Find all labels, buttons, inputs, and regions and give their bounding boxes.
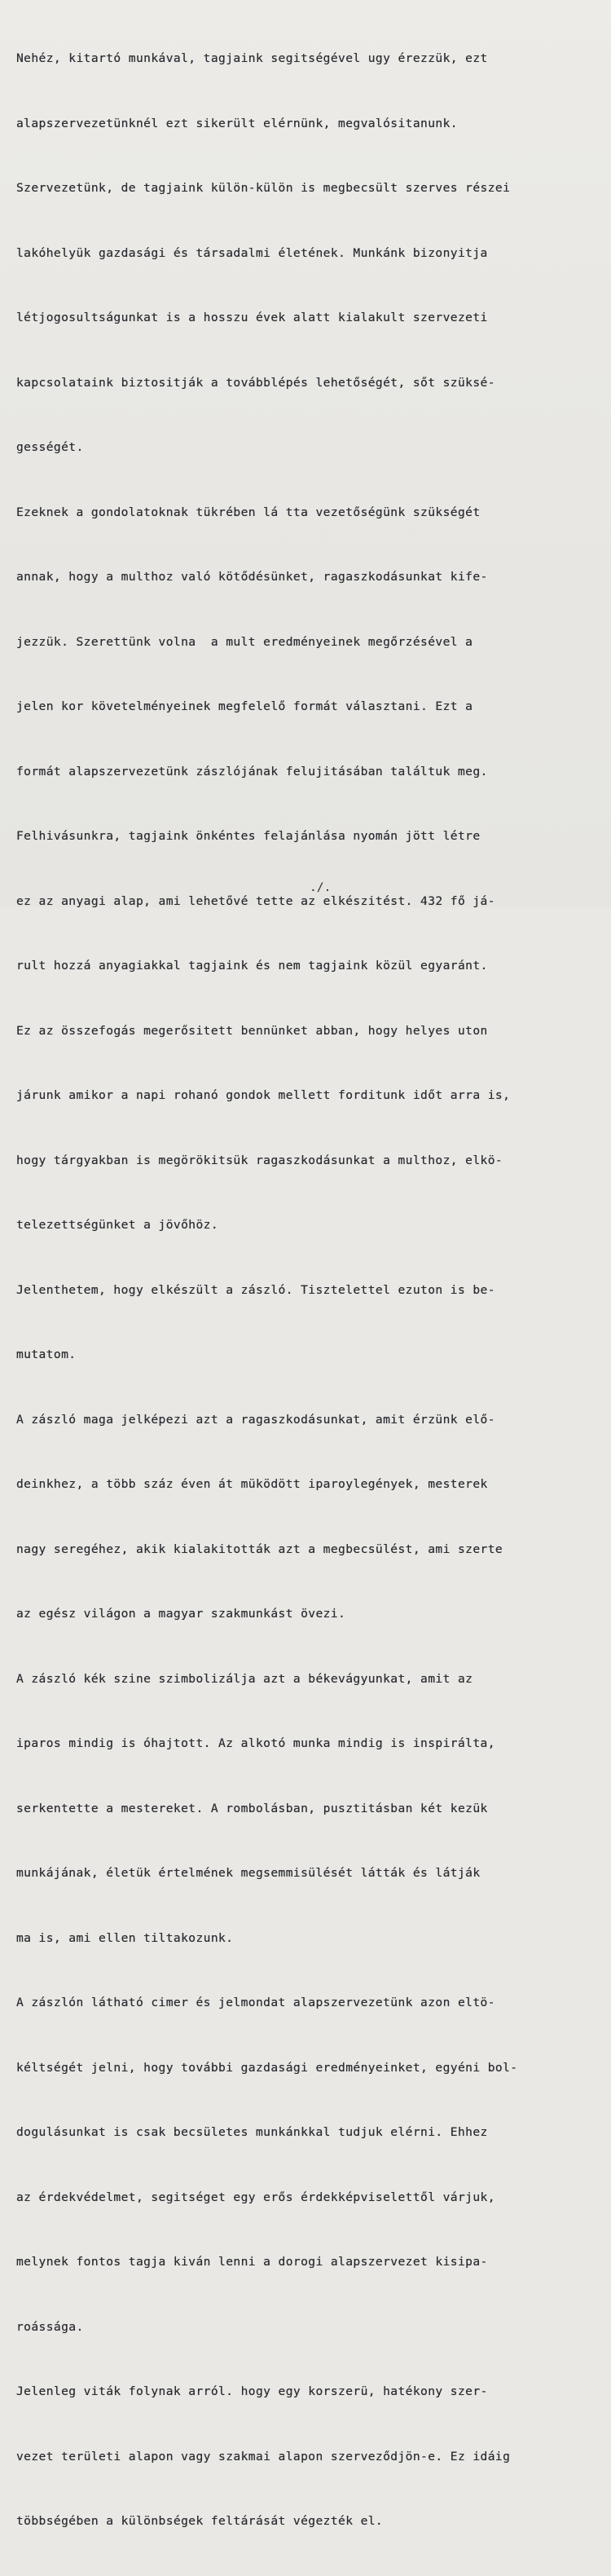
text-line-13: Felhivásunkra, tagjaink önkéntes felajánlása nyomán jött létre <box>16 829 481 843</box>
page-continuation-marker: ./. <box>310 880 332 894</box>
text-line-11: jelen kor követelményeinek megfelelő formát választani. Ezt a <box>16 699 473 713</box>
text-line-21: mutatom. <box>16 1348 77 1361</box>
text-line-15: rult hozzá anyagiakkal tagjaink és nem tagjaink közül egyaránt. <box>16 959 488 973</box>
text-line-39: többségében a különbségek feltárását végezték el. <box>16 2514 384 2528</box>
text-line-22: A zászló maga jelképezi azt a ragaszkodásunkat, amit érzünk elő- <box>16 1412 495 1427</box>
text-line-3: Szervezetünk, de tagjaink külön-külön is megbecsült szerves részei <box>16 181 511 195</box>
text-line-29: munkájának, életük értelmének megsemmisülését látták és látják <box>16 1866 481 1880</box>
text-line-18: hogy tárgyakban is megörökitsük ragaszkodásunkat a multhoz, elkö- <box>16 1153 503 1167</box>
text-line-14: ez az anyagi alap, ami lehetővé tette az elkészitést. 432 fő já- <box>16 893 495 908</box>
text-line-33: dogulásunkat is csak becsületes munkánkkal tudjuk elérni. Ehhez <box>16 2125 488 2139</box>
text-line-27: iparos mindig is óhajtott. Az alkotó munka mindig is inspirálta, <box>16 1736 495 1750</box>
text-line-31: A zászlón látható cimer és jelmondat alapszervezetünk azon eltö- <box>16 1996 495 2009</box>
text-line-8: Ezeknek a gondolatoknak tükrében lá tta vezetőségünk szükségét <box>16 505 481 519</box>
text-line-6: kapcsolataink biztositják a továbblépés lehetőségét, sőt szüksé- <box>16 375 495 390</box>
text-line-20: Jelenthetem, hogy elkészült a zászló. Tisztelettel ezuton is be- <box>16 1282 495 1297</box>
text-line-5: létjogosultságunkat is a hosszu évek alatt kialakult szervezeti <box>16 311 488 324</box>
text-line-25: az egész világon a magyar szakmunkást övezi. <box>16 1607 346 1621</box>
text-line-35: melynek fontos tagja kiván lenni a dorogi alapszervezet kisipa- <box>16 2255 488 2269</box>
text-line-16: Ez az összefogás megerősitett bennünket abban, hogy helyes uton <box>16 1023 488 1038</box>
text-line-37: Jelenleg viták folynak arról. hogy egy korszerü, hatékony szer- <box>16 2384 488 2398</box>
text-line-32: kéltségét jelni, hogy további gazdasági eredményeinket, egyéni bol- <box>16 2060 518 2075</box>
text-line-28: serkentette a mestereket. A rombolásban, pusztitásban két kezük <box>16 1801 488 1815</box>
text-line-36: roássága. <box>16 2319 84 2334</box>
text-line-7: gességét. <box>16 440 84 454</box>
text-line-34: az érdekvédelmet, segitséget egy erős érdekképviselettől várjuk, <box>16 2190 495 2204</box>
text-line-19: telezettségünket a jövőhöz. <box>16 1218 219 1232</box>
text-line-1: Nehéz, kitartó munkával, tagjaink segitségével ugy érezzük, ezt <box>16 51 488 65</box>
text-line-9: annak, hogy a multhoz való kötődésünket, ragaszkodásunkat kife- <box>16 570 488 584</box>
text-line-12: formát alapszervezetünk zászlójának felujitásában találtuk meg. <box>16 764 488 779</box>
text-line-4: lakóhelyük gazdasági és társadalmi életének. Munkánk bizonyitja <box>16 245 488 260</box>
body-text <box>16 5 611 2576</box>
text-line-10: jezzük. Szerettünk volna a mult eredményeinek megőrzésével a <box>16 634 473 649</box>
text-line-17: járunk amikor a napi rohanó gondok mellett forditunk időt arra is, <box>16 1088 511 1102</box>
text-line-2: alapszervezetünknél ezt sikerült elérnünk, megvalósitanunk. <box>16 116 458 130</box>
text-line-24: nagy seregéhez, akik kialakitották azt a megbecsülést, ami szerte <box>16 1542 503 1556</box>
text-line-38: vezet területi alapon vagy szakmai alapon szerveződjön-e. Ez idáig <box>16 2449 511 2464</box>
text-line-26: A zászló kék szine szimbolizálja azt a békevágyunkat, amit az <box>16 1671 473 1686</box>
text-line-30: ma is, ami ellen tiltakozunk. <box>16 1930 234 1945</box>
text-line-23: deinkhez, a több száz éven át müködött iparoylegények, mesterek <box>16 1477 488 1491</box>
